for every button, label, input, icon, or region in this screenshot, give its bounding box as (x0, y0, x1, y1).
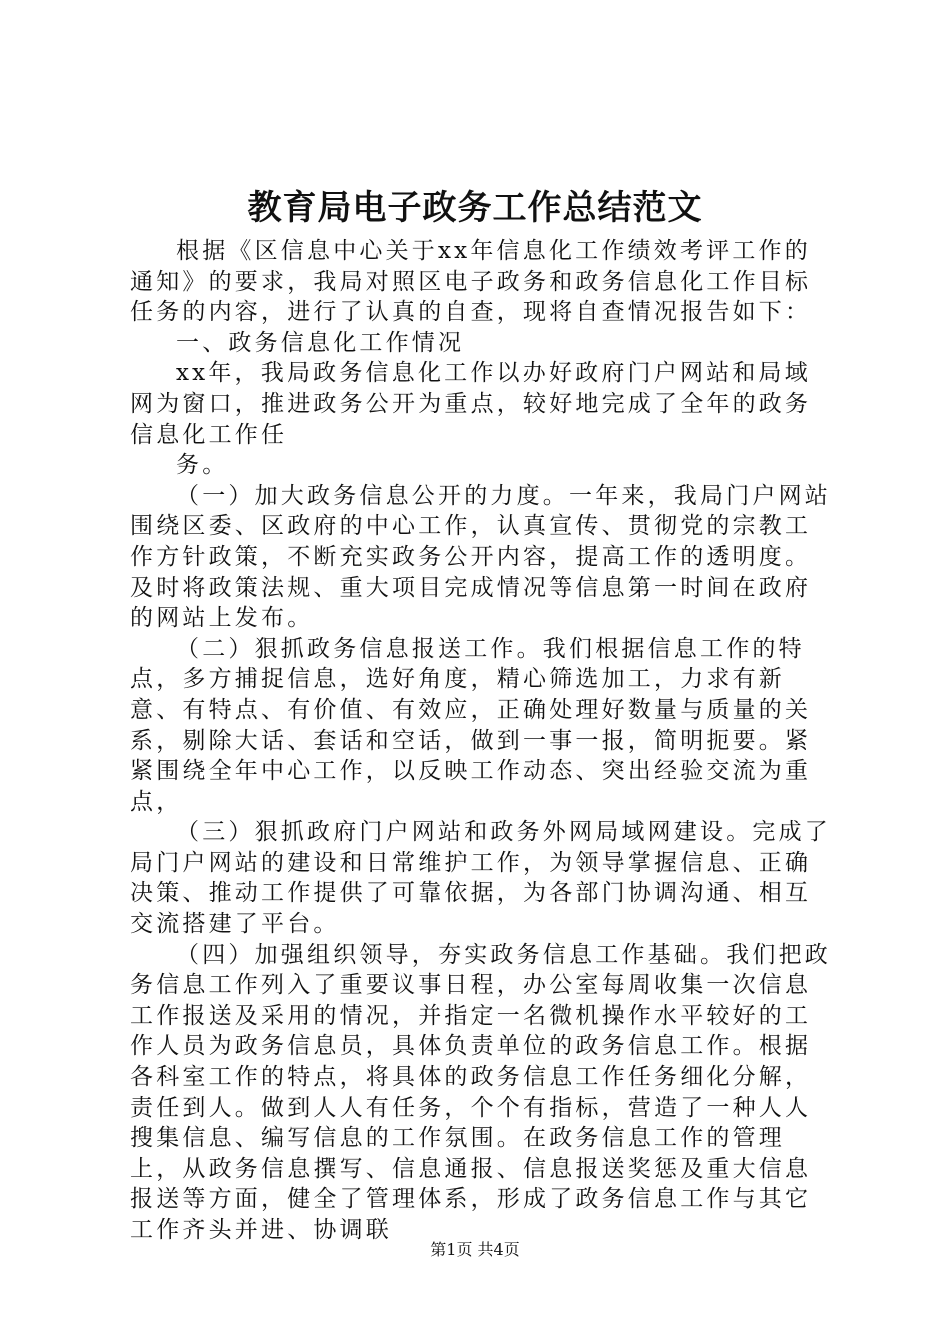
paragraph-item-2: （二）狠抓政务信息报送工作。我们根据信息工作的特点，多方捕捉信息，选好角度，精心筛选加工，力求有新意、有特点、有价值、有效应，正确处理好数量与质量的关系，剔除大话、套话和空话，做到一事一报，简明扼要。紧紧围绕全年中心工作，以反映工作动态、突出经验交流为重点， (130, 635, 812, 815)
document-body (130, 236, 835, 1246)
section-heading-1: 一、政务信息化工作情况 (176, 329, 465, 356)
paragraph-item-1: （一）加大政务信息公开的力度。一年来，我局门户网站围绕区委、区政府的中心工作，认真宣传、贯彻党的宗教工作方针政策，不断充实政务公开内容，提高工作的透明度。及时将政策法规、重大项目完成情况等信息第一时间在政府的网站上发布。 (130, 482, 831, 632)
paragraph-item-3: （三）狠抓政府门户网站和政务外网局域网建设。完成了局门户网站的建设和日常维护工作，为领导掌握信息、正确决策、推动工作提供了可靠依据，为各部门协调沟通、相互交流搭建了平台。 (130, 819, 831, 938)
page-footer: 第1页 共4页 (430, 1240, 520, 1259)
paragraph-intro: 根据《区信息中心关于xx年信息化工作绩效考评工作的通知》的要求，我局对照区电子政务和政务信息化工作目标任务的内容，进行了认真的自查，现将自查情况报告如下： (130, 238, 812, 326)
paragraph-overview: xx年，我局政务信息化工作以办好政府门户网站和局域网为窗口，推进政务公开为重点，较好地完成了全年的政务信息化工作任 (130, 360, 812, 448)
document-title: 教育局电子政务工作总结范文 (247, 188, 703, 228)
paragraph-overview-tail: 务。 (176, 452, 229, 479)
paragraph-item-4: （四）加强组织领导，夯实政务信息工作基础。我们把政务信息工作列入了重要议事日程，办公室每周收集一次信息工作报送及采用的情况，并指定一名微机操作水平较好的工作人员为政务信息员，具体负责单位的政务信息工作。根据各科室工作的特点，将具体的政务信息工作任务细化分解，责任到人。做到人人有任务，个个有指标，营造了一种人人搜集信息、编写信息的工作氛围。在政务信息工作的管理上，从政务信息撰写、信息通报、信息报送奖惩及重大信息报送等方面，健全了管理体系，形成了政务信息工作与其它工作齐头并进、协调联 (130, 941, 831, 1243)
